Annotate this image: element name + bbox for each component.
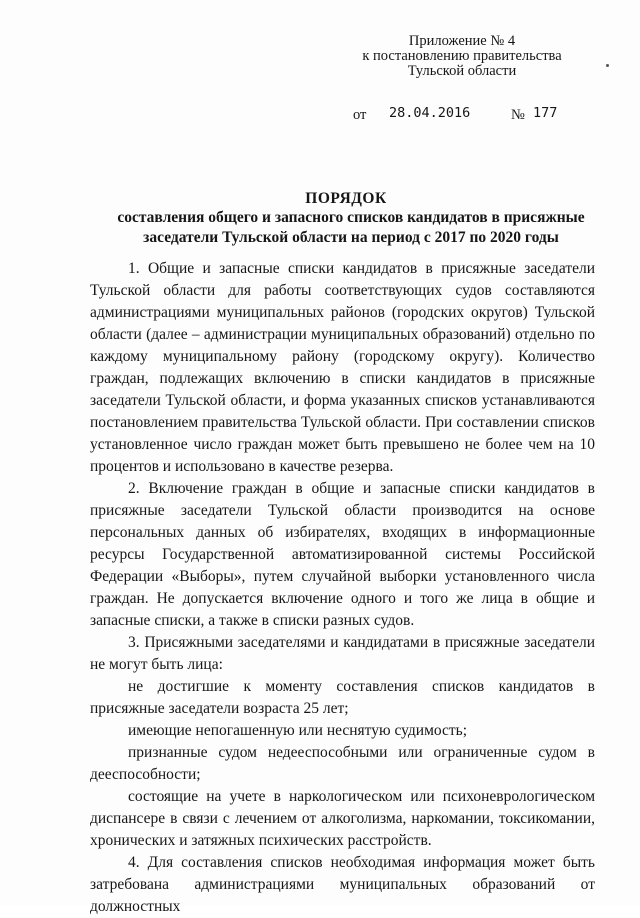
paragraph-2: 2. Включение граждан в общие и запасные списки кандидатов в присяжные заседатели Тульской области производится на основе персональных данных об избирателях, входящих в информационные ресурсы Государственной автоматизированной системы Российской Федерации «Выборы», путем случайной выборки установленного числа граждан. Не допускается включение одного и того же лица в общие и запасные списки, а также в списки разных судов. [90,480,595,629]
list-item-dispensary: состоящие на учете в наркологическом или психоневрологическом диспансере в связи с лечением от алкоголизма, наркомании, токсикомании, хронических и затяжных психических расстройств. [90,788,595,849]
document-title: ПОРЯДОК [305,190,387,207]
number-prefix: № [511,107,525,123]
appendix-line-1: Приложение № 4 [408,33,516,49]
paragraph-4: 4. Для составления списков необходимая информация может быть затребована администрациями муниципальных образований от должностных [90,854,595,915]
list-item-incapacity: признанные судом недееспособными или ограниченные судом в дееспособности; [90,744,595,783]
appendix-line-2: к постановлению правительства [362,48,562,64]
appendix-line-3: Тульской области [407,63,517,79]
resolution-number: 177 [533,105,558,121]
appendix-header [352,34,572,79]
list-item-age: не достигшие к моменту составления списков кандидатов в присяжные заседатели возраста 25 лет; [90,678,595,717]
paragraph-3: 3. Присяжными заседателями и кандидатами в присяжные заседатели не могут быть лица: [90,634,595,673]
document-subtitle: составления общего и запасного списков кандидатов в присяжные заседатели Тульской области на период с 2017 по 2020 годы [117,209,585,246]
document-body [90,258,595,918]
date-prefix: от [353,107,367,123]
resolution-date: 28.04.2016 [389,105,471,121]
paragraph-1: 1. Общие и запасные списки кандидатов в присяжные заседатели Тульской области для работы соответствующих судов составляются администрациями муниципальных районов (городских округов) Тульской области (далее – администрации муниципальных образований) отдельно по каждому муниципальному району (городскому округу). Количество граждан, подлежащих включению в списки кандидатов в присяжные заседатели Тульской области, и форма указанных списков устанавливаются постановлением правительства Тульской области. При составлении списков установленное число граждан может быть превышено не более чем на 10 процентов и использовано в качестве резерва. [90,260,595,475]
list-item-conviction: имеющие непогашенную или неснятую судимость; [128,722,468,739]
scan-mark [606,64,609,67]
